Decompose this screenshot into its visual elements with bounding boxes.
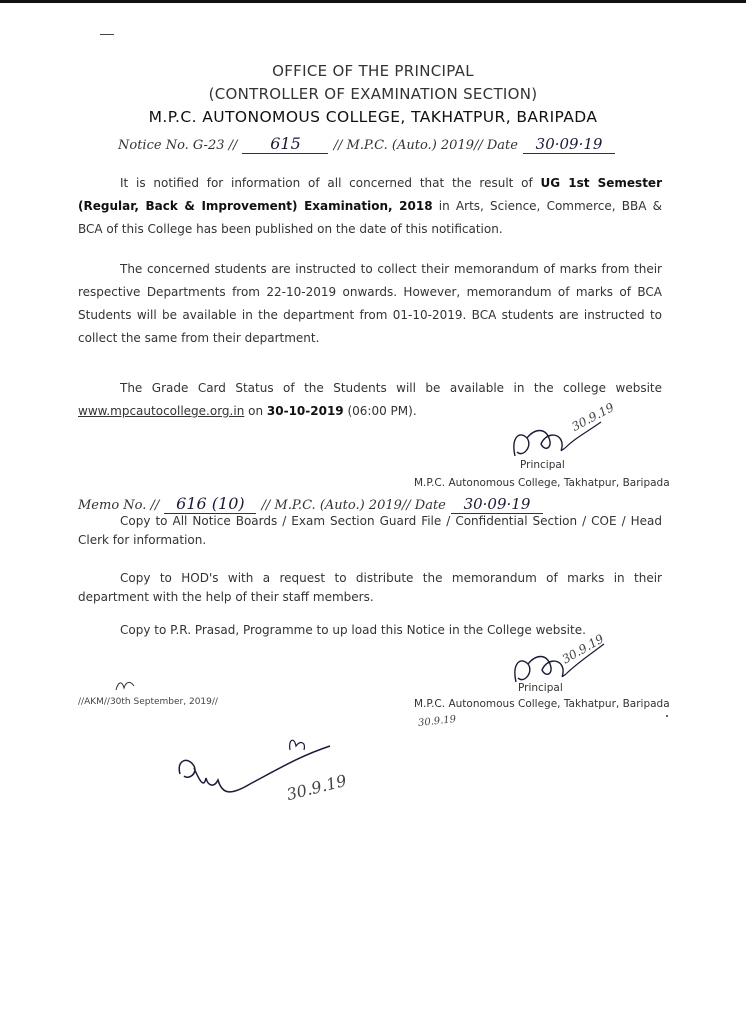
notice-date: 30·09·19 [523,135,615,154]
copy2-text: Copy to HOD's with a request to distribute the memorandum of marks in their department with the help of their staff members. [78,571,662,604]
copy-notice-boards [78,512,662,550]
principal-college-2: M.P.C. Autonomous College, Takhatpur, Baripada [414,698,670,710]
para1-text-b: in Arts, Science, Commerce, BBA & BCA of this College has been published on the date of this notification. [78,199,662,236]
memorandum-paragraph [78,258,662,350]
section-title: (CONTROLLER OF EXAMINATION SECTION) [208,85,538,103]
para1-exam-name: UG 1st Semester (Regular, Back & Improvement) Examination, 2018 [78,176,662,213]
memo-middle: // M.P.C. (Auto.) 2019// Date [261,498,446,513]
notice-number-line [118,134,615,154]
result-paragraph [78,172,662,241]
memo-prefix: Memo No. // [78,498,160,513]
footer-reference: //AKM//30th September, 2019// [78,697,218,707]
ink-dot [666,715,668,717]
principal-title-1: Principal [520,459,565,471]
notice-number: 615 [242,134,328,154]
memo-number: 616 (10) [164,494,256,514]
principal-college-1: M.P.C. Autonomous College, Takhatpur, Baripada [414,477,670,489]
office-title: OFFICE OF THE PRINCIPAL [272,62,474,80]
copy3-text: Copy to P.R. Prasad, Programme to up load this Notice in the College website. [120,623,586,637]
para2-text: The concerned students are instructed to collect their memorandum of marks from their respective Departments from 22-10-2019 onwards. However, memorandum of marks of BCA Students will be available in the department from 01-10-2019. BCA students are instructed to collect the same from their department. [78,262,662,345]
para3-text-b: on [244,404,267,418]
copy1-text: Copy to All Notice Boards / Exam Section Guard File / Confidential Section / COE / Head Clerk for information. [78,514,662,547]
principal-handwritten-date-1: 30.9.19 [569,400,617,434]
receiver-handwritten-date: 30.9.19 [284,770,349,805]
college-title: M.P.C. AUTONOMOUS COLLEGE, TAKHATPUR, BARIPADA [148,108,598,126]
grade-card-date: 30-10-2019 [266,404,344,418]
notice-prefix: Notice No. G-23 // [118,138,238,153]
memo-date: 30·09·19 [451,495,543,514]
memo-number-line [78,494,543,514]
para1-text-a: It is notified for information of all concerned that the result of [120,176,541,190]
notice-middle: // M.P.C. (Auto.) 2019// Date [333,138,518,153]
para3-text-c: (06:00 PM). [343,404,417,418]
dealing-initials-date: 30.9.19 [417,714,457,729]
principal-handwritten-date-2: 30.9.19 [559,631,607,667]
college-website-link[interactable]: www.mpcautocollege.org.in [78,404,245,418]
footer-initials [112,676,142,694]
para3-text-a: The Grade Card Status of the Students will be available in the college website [120,381,662,395]
principal-title-2: Principal [518,682,563,694]
copy-hods [78,569,662,607]
page-top-edge [0,0,746,3]
stray-mark [100,34,114,35]
